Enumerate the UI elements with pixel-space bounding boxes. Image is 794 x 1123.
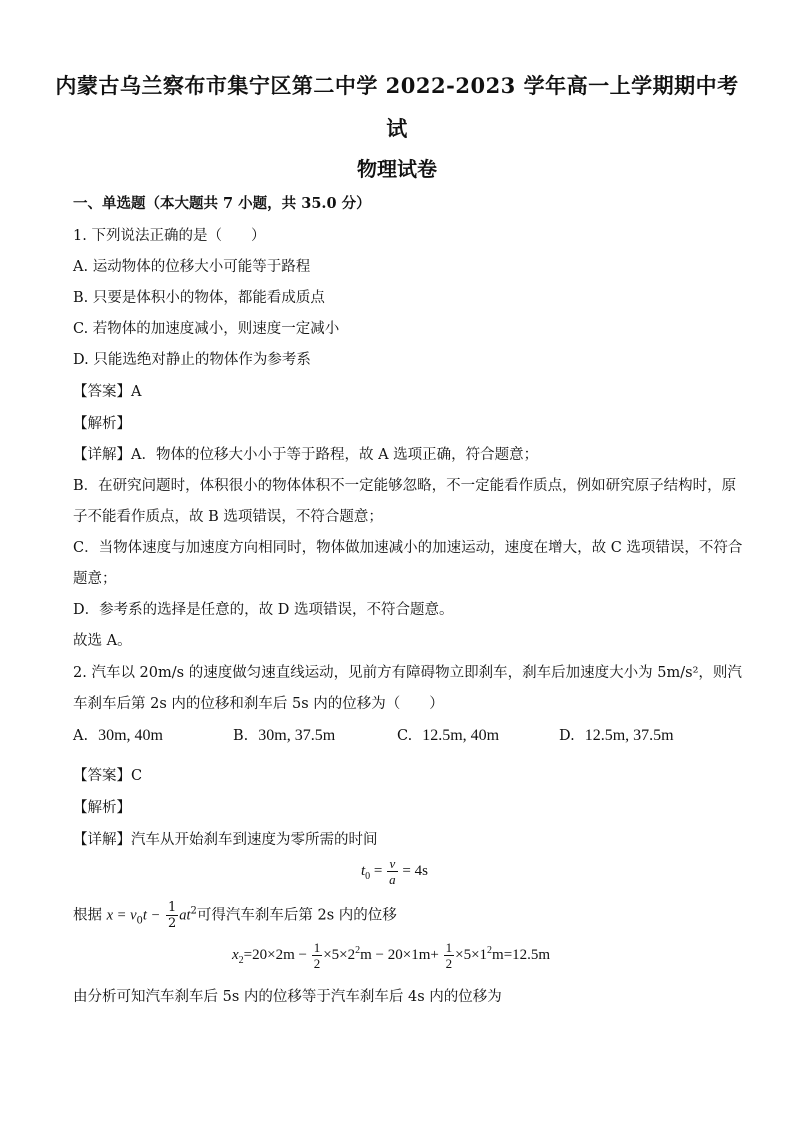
formula-v-subscript: 0 <box>136 915 143 927</box>
eq2-part-3: m − 20×1m+ <box>360 946 439 963</box>
formula-time-term: t − <box>142 907 161 924</box>
eq2-symbol: x <box>232 946 239 963</box>
q1-detail-line-5: 题意； <box>73 571 117 587</box>
q2-option-b <box>233 727 335 745</box>
q2-option-c-value: 12.5m, 40m <box>422 727 500 744</box>
q1-detail-line-2: B．在研究问题时，体积很小的物体体积不一定能够忽略，不一定能看作质点，例如研究原子结构时，原 <box>73 478 737 494</box>
q2-option-a-value: 30m, 40m <box>98 727 163 744</box>
eq2-part-1: =20×2m − <box>243 946 307 963</box>
q1-option-d: D. 只能选绝对静止的物体作为参考系 <box>73 352 311 368</box>
q1-detail-line-1: 【详解】A．物体的位移大小小于等于路程，故 A 选项正确，符合题意； <box>73 447 539 463</box>
q2-option-c <box>397 727 499 745</box>
q2-option-d-value: 12.5m, 37.5m <box>584 727 674 744</box>
eq2-frac2-numerator: 1 <box>445 940 453 955</box>
formula-frac-numerator: 1 <box>167 900 177 915</box>
q2-answer: 【答案】C <box>73 768 143 784</box>
q2-option-c-letter: C. <box>397 728 413 744</box>
eq2-part-4: ×5×1 <box>455 946 488 963</box>
q1-option-b: B. 只要是体积小的物体，都能看成质点 <box>73 290 325 306</box>
q2-option-a-letter: A. <box>73 728 89 744</box>
eq2-square-1: 2 <box>355 944 361 956</box>
formula-half-fraction <box>166 900 178 931</box>
eq1-result: = 4s <box>402 862 428 879</box>
formula-line-prefix: 根据 <box>73 907 102 924</box>
eq2-fraction-1 <box>312 940 323 971</box>
q1-stem: 1. 下列说法正确的是（ ） <box>73 228 266 244</box>
eq1-symbol: t <box>361 862 366 879</box>
section-heading: 一、单选题（本大题共 7 小题，共 35.0 分） <box>73 195 371 212</box>
formula-square: 2 <box>190 905 197 917</box>
q2-detail-line-1: 【详解】汽车从开始刹车到速度为零所需的时间 <box>73 832 378 848</box>
eq2-square-2: 2 <box>487 944 493 956</box>
exam-title-line-1: 内蒙古乌兰察布市集宁区第二中学 2022-2023 学年高一上学期期中考 <box>55 73 739 98</box>
formula-at-term: at <box>179 907 191 924</box>
q2-equation-second-displacement <box>232 940 550 971</box>
q2-last-line: 由分析可知汽车刹车后 5s 内的位移等于汽车刹车后 4s 内的位移为 <box>73 989 502 1005</box>
eq2-frac2-denominator: 2 <box>445 956 453 971</box>
q2-equation-stop-time: $t_0$ = $\frac{v}{a}$ = 4s <box>361 856 428 887</box>
q2-analysis-label: 【解析】 <box>73 800 131 816</box>
eq2-part-5: m=12.5m <box>492 946 551 963</box>
q1-option-a: A. 运动物体的位移大小可能等于路程 <box>73 259 311 275</box>
eq2-fraction-2 <box>444 940 455 971</box>
formula-line-suffix: 可得汽车刹车后第 2s 内的位移 <box>196 907 397 924</box>
eq2-frac1-denominator: 2 <box>313 956 321 971</box>
exam-title-line-2: 试 <box>386 116 408 141</box>
eq1-denominator: a <box>389 872 396 887</box>
eq2-frac1-numerator: 1 <box>313 940 321 955</box>
q1-detail-line-7: 故选 A。 <box>73 633 132 649</box>
exam-subtitle: 物理试卷 <box>357 157 437 181</box>
formula-frac-denominator: 2 <box>167 916 177 931</box>
q2-option-a <box>73 727 163 745</box>
q2-option-b-letter: B. <box>233 728 249 744</box>
eq2-part-2: ×5×2 <box>323 946 356 963</box>
q2-stem-line-2: 车刹车后第 2s 内的位移和刹车后 5s 内的位移为（ ） <box>73 696 444 712</box>
q1-analysis-label: 【解析】 <box>73 416 131 432</box>
eq1-subscript: 0 <box>365 870 371 882</box>
q2-option-d <box>559 727 674 745</box>
eq2-subscript: 2 <box>238 954 244 966</box>
eq1-fraction <box>387 856 398 887</box>
q1-answer: 【答案】A <box>73 384 142 400</box>
q2-option-d-letter: D. <box>559 728 575 744</box>
q2-formula-line <box>73 900 397 931</box>
q2-stem-line-1: 2. 汽车以 20m/s 的速度做匀速直线运动，见前方有障碍物立即刹车，刹车后加速度大小为 5m/s²，则汽 <box>73 665 742 681</box>
q1-option-c: C. 若物体的加速度减小，则速度一定减小 <box>73 321 340 337</box>
q1-detail-line-6: D．参考系的选择是任意的，故 D 选项错误，不符合题意。 <box>73 602 454 618</box>
q2-option-b-value: 30m, 37.5m <box>258 727 336 744</box>
eq1-numerator: v <box>387 856 398 872</box>
formula-displacement: x = v <box>106 907 137 924</box>
q1-detail-line-4: C．当物体速度与加速度方向相同时，物体做加速减小的加速运动，速度在增大，故 C 选项错误，不符合 <box>73 540 743 556</box>
q1-detail-line-3: 子不能看作质点，故 B 选项错误，不符合题意； <box>73 509 383 525</box>
